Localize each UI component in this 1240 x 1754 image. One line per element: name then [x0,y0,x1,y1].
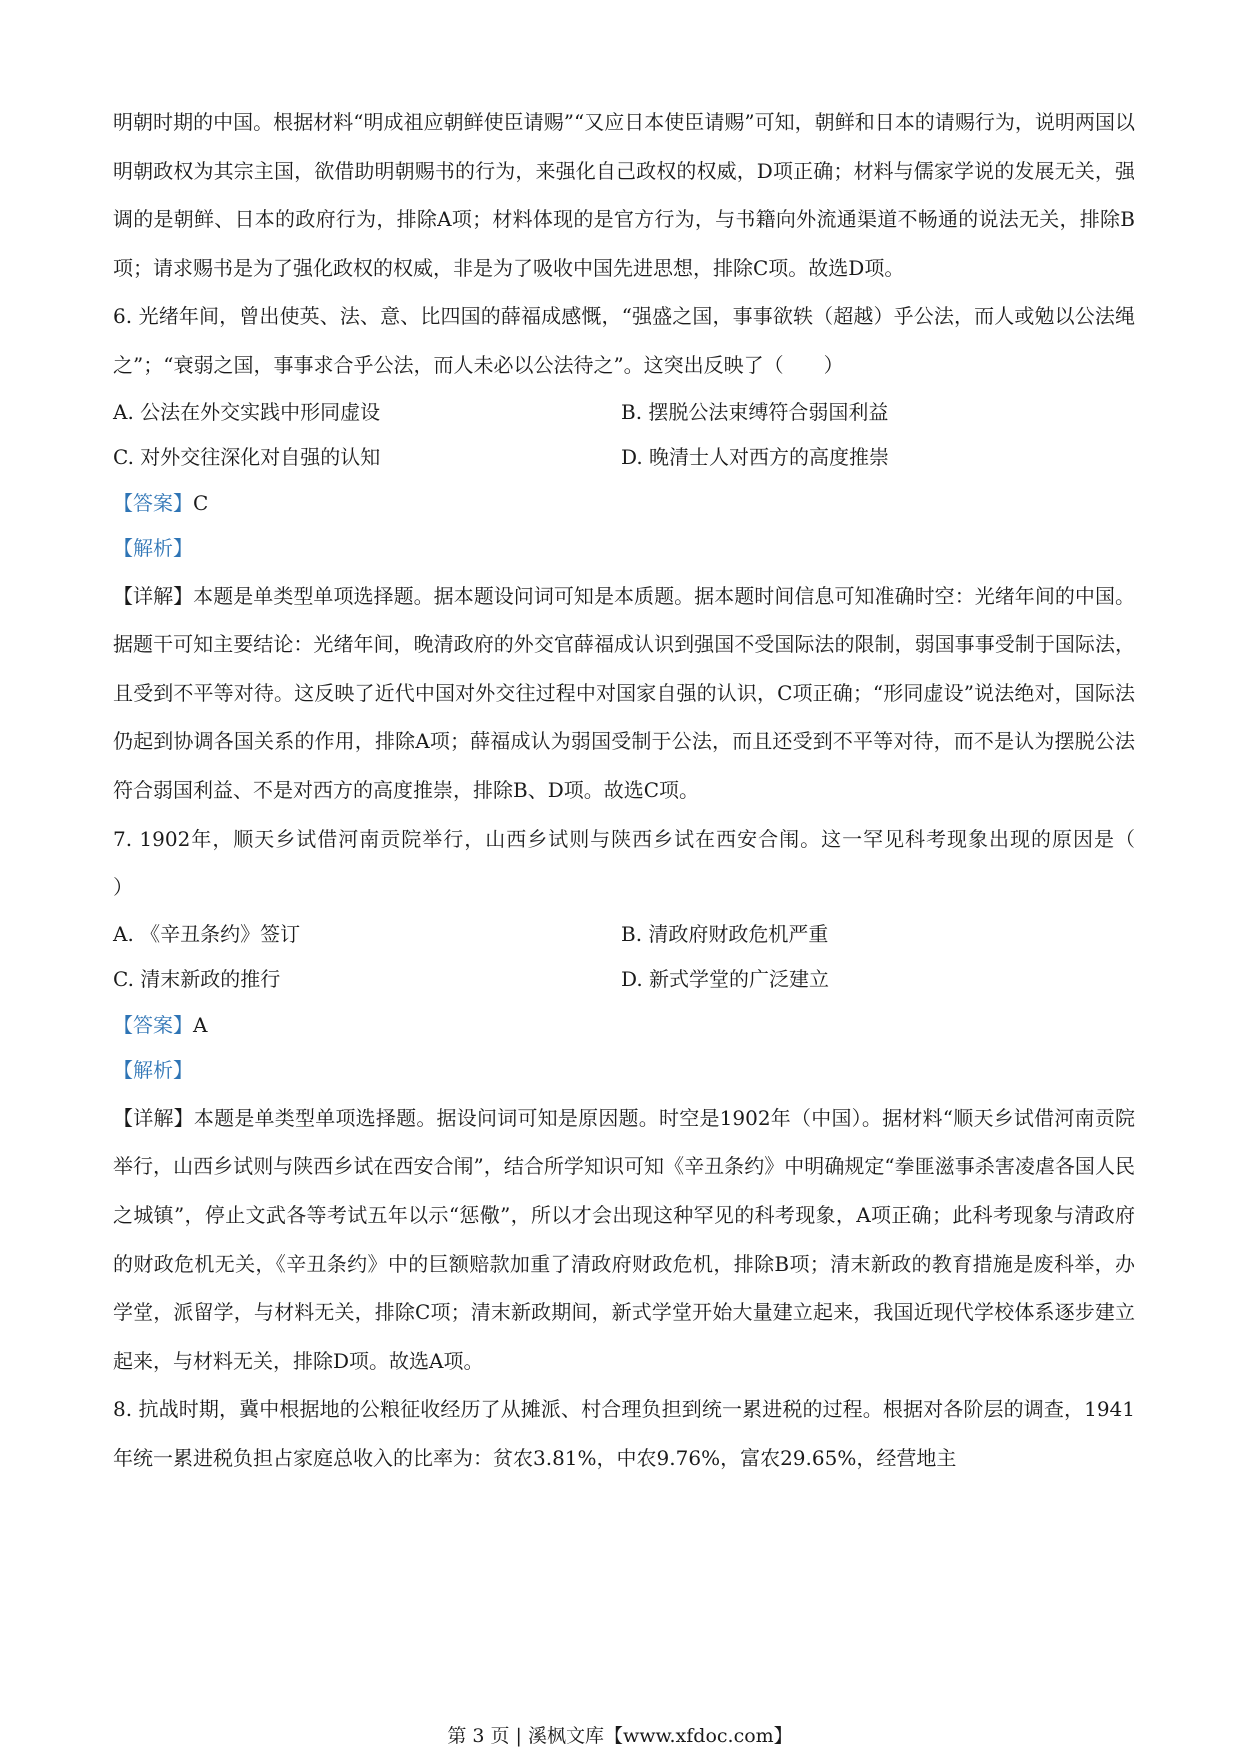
answer-value: A [193,1012,208,1037]
q6-answer [113,481,1135,527]
page-footer: 第 3 页 | 溪枫文库【www.xfdoc.com】 [447,1725,793,1747]
q6-detail [113,572,1135,815]
continued-explanation: 明朝时期的中国。根据材料“明成祖应朝鲜使臣请赐”“又应日本使臣请赐”可知，朝鲜和日本的请赐行为，说明两国以明朝政权为其宗主国，欲借助明朝赐书的行为，来强化自己政权的权威，D项正确；材料与儒家学说的发展无关，强调的是朝鲜、日本的政府行为，排除A项；材料体现的是官方行为，与书籍向外流通渠道不畅通的说法无关，排除B项；请求赐书是为了强化政权的权威，非是为了吸收中国先进思想，排除C项。故选D项。 [113,110,1135,280]
answer-tag: 【答案】 [113,1012,193,1037]
q7-option-b: B. 清政府财政危机严重 [621,921,829,946]
q6-analysis-heading [113,526,1135,572]
q6-option-c: C. 对外交往深化对自强的认知 [113,445,381,470]
analysis-tag: 【解析】 [113,536,193,561]
q7-option-d: D. 新式学堂的广泛建立 [621,967,830,992]
question-6-options [113,390,1135,481]
q6-option-a: A. 公法在外交实践中形同虚设 [113,399,381,424]
analysis-tag: 【解析】 [113,1058,193,1083]
detail-tag: 【详解】 [113,583,194,608]
question-8-stem: 8. 抗战时期，冀中根据地的公粮征收经历了从摊派、村合理负担到统一累进税的过程。根据对各阶层的调查，1941年统一累进税负担占家庭总收入的比率为：贫农3.81%，中农9.76%，富农29.65%，经营地主 [113,1397,1135,1470]
q7-analysis-heading [113,1048,1135,1094]
q6-option-d: D. 晚清士人对西方的高度推崇 [621,445,890,470]
q7-option-a: A. 《辛丑条约》签订 [113,921,301,946]
detail-text: 本题是单类型单项选择题。据设问词可知是原因题。时空是1902年（中国）。据材料“顺天乡试借河南贡院举行，山西乡试则与陕西乡试在西安合闱”，结合所学知识可知《辛丑条约》中明确规定“拳匪滋事杀害凌虐各国人民之城镇”，停止文武各等考试五年以示“惩儆”，所以才会出现这种罕见的科考现象，A项正确；此科考现象与清政府的财政危机无关，《辛丑条约》中的巨额赔款加重了清政府财政危机，排除B项；清末新政的教育措施是废科举，办学堂，派留学，与材料无关，排除C项；清末新政期间，新式学堂开始大量建立起来，我国近现代学校体系逐步建立起来，与材料无关，排除D项。故选A项。 [113,1105,1136,1373]
page-content [113,98,1175,1482]
detail-text: 本题是单类型单项选择题。据本题设问词可知是本质题。据本题时间信息可知准确时空：光绪年间的中国。据题干可知主要结论：光绪年间，晚清政府的外交官薛福成认识到强国不受国际法的限制，弱国事事受制于国际法，且受到不平等对待。这反映了近代中国对外交往过程中对国家自强的认识，C项正确；“形同虚设”说法绝对，国际法仍起到协调各国关系的作用，排除A项；薛福成认为弱国受制于公法，而且还受到不平等对待，而不是认为摆脱公法符合弱国利益、不是对西方的高度推崇，排除B、D项。故选C项。 [113,583,1136,802]
q7-option-c: C. 清末新政的推行 [113,967,281,992]
question-7-stem: 7. 1902年，顺天乡试借河南贡院举行，山西乡试则与陕西乡试在西安合闱。这一罕见科考现象出现的原因是（ ） [113,826,1175,900]
question-6-stem: 6. 光绪年间，曾出使英、法、意、比四国的薛福成感慨，“强盛之国，事事欲轶（超越）乎公法，而人或勉以公法绳之”；“衰弱之国，事事求合乎公法，而人未必以公法待之”。这突出反映了（ ） [113,304,1135,377]
q7-answer [113,1003,1135,1049]
answer-value: C [193,490,209,515]
q7-detail [113,1094,1135,1386]
answer-tag: 【答案】 [113,490,193,515]
question-7-options [113,912,1135,1003]
q6-option-b: B. 摆脱公法束缚符合弱国利益 [621,399,889,424]
detail-tag: 【详解】 [113,1105,194,1130]
